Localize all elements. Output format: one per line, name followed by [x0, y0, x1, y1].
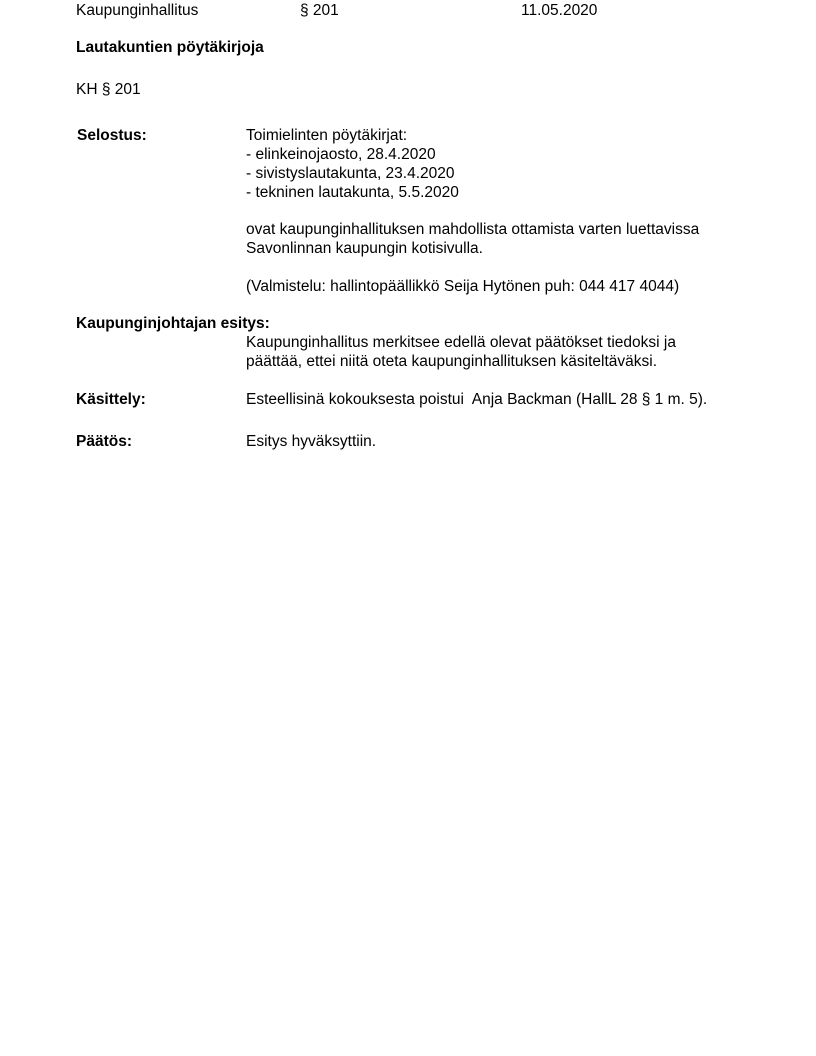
header-date: 11.05.2020 [521, 2, 598, 19]
selostus-item: - elinkeinojaosto, 28.4.2020 [246, 146, 436, 163]
esitys-line: Kaupunginhallitus merkitsee edellä olevat päätökset tiedoksi ja [246, 334, 676, 351]
paatos-text: Esitys hyväksyttiin. [246, 433, 377, 450]
header-section: § 201 [300, 2, 339, 19]
selostus-intro: Toimielinten pöytäkirjat: [246, 127, 408, 144]
esitys-line: päättää, ettei niitä oteta kaupunginhallituksen käsiteltäväksi. [246, 353, 658, 370]
esitys-content [246, 333, 676, 371]
selostus-preparer: (Valmistelu: hallintopäällikkö Seija Hytönen puh: 044 417 4044) [246, 278, 680, 295]
selostus-paragraph [246, 220, 699, 258]
paatos-label: Päätös: [76, 433, 132, 450]
header-organ: Kaupunginhallitus [76, 2, 199, 19]
selostus-paragraph-line: ovat kaupunginhallituksen mahdollista ottamista varten luettavissa [246, 221, 700, 238]
selostus-label: Selostus: [77, 127, 147, 144]
document-title: Lautakuntien pöytäkirjoja [76, 39, 264, 56]
esitys-label: Kaupunginjohtajan esitys: [76, 315, 270, 332]
selostus-content [246, 126, 459, 202]
selostus-item: - sivistyslautakunta, 23.4.2020 [246, 165, 455, 182]
selostus-item: - tekninen lautakunta, 5.5.2020 [246, 184, 459, 201]
selostus-paragraph-line: Savonlinnan kaupungin kotisivulla. [246, 240, 483, 257]
kasittely-text: Esteellisinä kokouksesta poistui Anja Backman (HallL 28 § 1 m. 5). [246, 391, 708, 408]
section-reference: KH § 201 [76, 81, 141, 98]
kasittely-label: Käsittely: [76, 391, 146, 408]
